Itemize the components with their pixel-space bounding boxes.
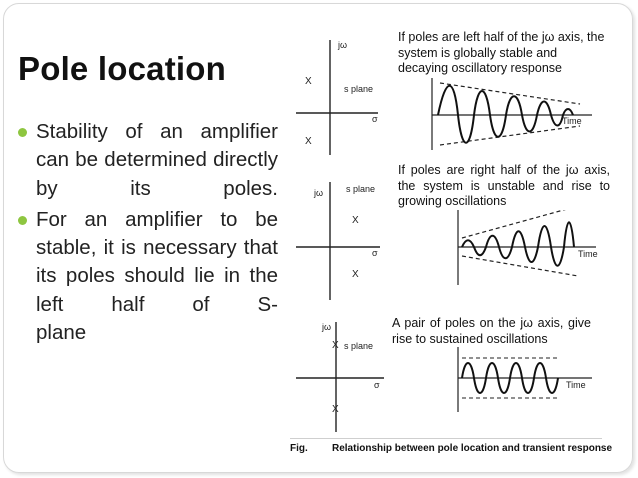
bullet-dot-icon bbox=[18, 216, 27, 225]
time-axis-label: Time bbox=[578, 249, 598, 259]
figure-caption-label: Fig. bbox=[290, 443, 308, 454]
jw-axis-label: jω bbox=[314, 188, 324, 198]
figure-caption-text: Relationship between pole location and transient response bbox=[332, 443, 613, 454]
bullet-text: For an amplifier to be stable, it is necessary that its poles should lie in the left half of S- bbox=[36, 207, 278, 316]
bullet-item-stable-condition bbox=[36, 206, 278, 347]
bullet-text-last-line: plane bbox=[36, 321, 87, 345]
time-axis-label: Time bbox=[566, 380, 586, 390]
sigma-axis-label: σ bbox=[374, 380, 380, 390]
sigma-axis-label: σ bbox=[372, 114, 378, 124]
bullet-dot-icon bbox=[18, 128, 27, 137]
pole-marker: X bbox=[332, 404, 339, 415]
s-plane-label: s plane bbox=[346, 184, 376, 194]
note-axis-poles: A pair of poles on the jω axis, give rise to sustained oscillations bbox=[392, 316, 591, 346]
slide-title: Pole location bbox=[18, 50, 226, 87]
bullet-item-stability bbox=[36, 118, 278, 203]
bullet-list bbox=[36, 118, 278, 350]
bullet-text-last-line: by its poles. bbox=[36, 176, 278, 200]
jw-axis-label: jω bbox=[338, 40, 348, 50]
s-plane-label: s plane bbox=[344, 341, 374, 351]
s-plane-label: s plane bbox=[344, 84, 374, 94]
pole-marker: X bbox=[305, 76, 312, 87]
pole-marker: X bbox=[332, 340, 339, 351]
note-right-half-poles: If poles are right half of the jω axis, the system is unstable and rise to growing oscillations bbox=[398, 163, 610, 208]
sigma-axis-label: σ bbox=[372, 248, 378, 258]
pole-marker: X bbox=[352, 269, 359, 280]
pole-marker: X bbox=[305, 136, 312, 147]
decaying-waveform bbox=[438, 86, 573, 143]
bullet-text: Stability of an amplifier can be determined directly bbox=[36, 120, 278, 172]
time-axis-label: Time bbox=[562, 116, 582, 126]
jw-axis-label: jω bbox=[322, 322, 332, 332]
figure-caption bbox=[290, 438, 613, 454]
note-left-half-poles: If poles are left half of the jω axis, the system is globally stable and decaying oscillatory response bbox=[398, 30, 610, 77]
pole-marker: X bbox=[352, 215, 359, 226]
